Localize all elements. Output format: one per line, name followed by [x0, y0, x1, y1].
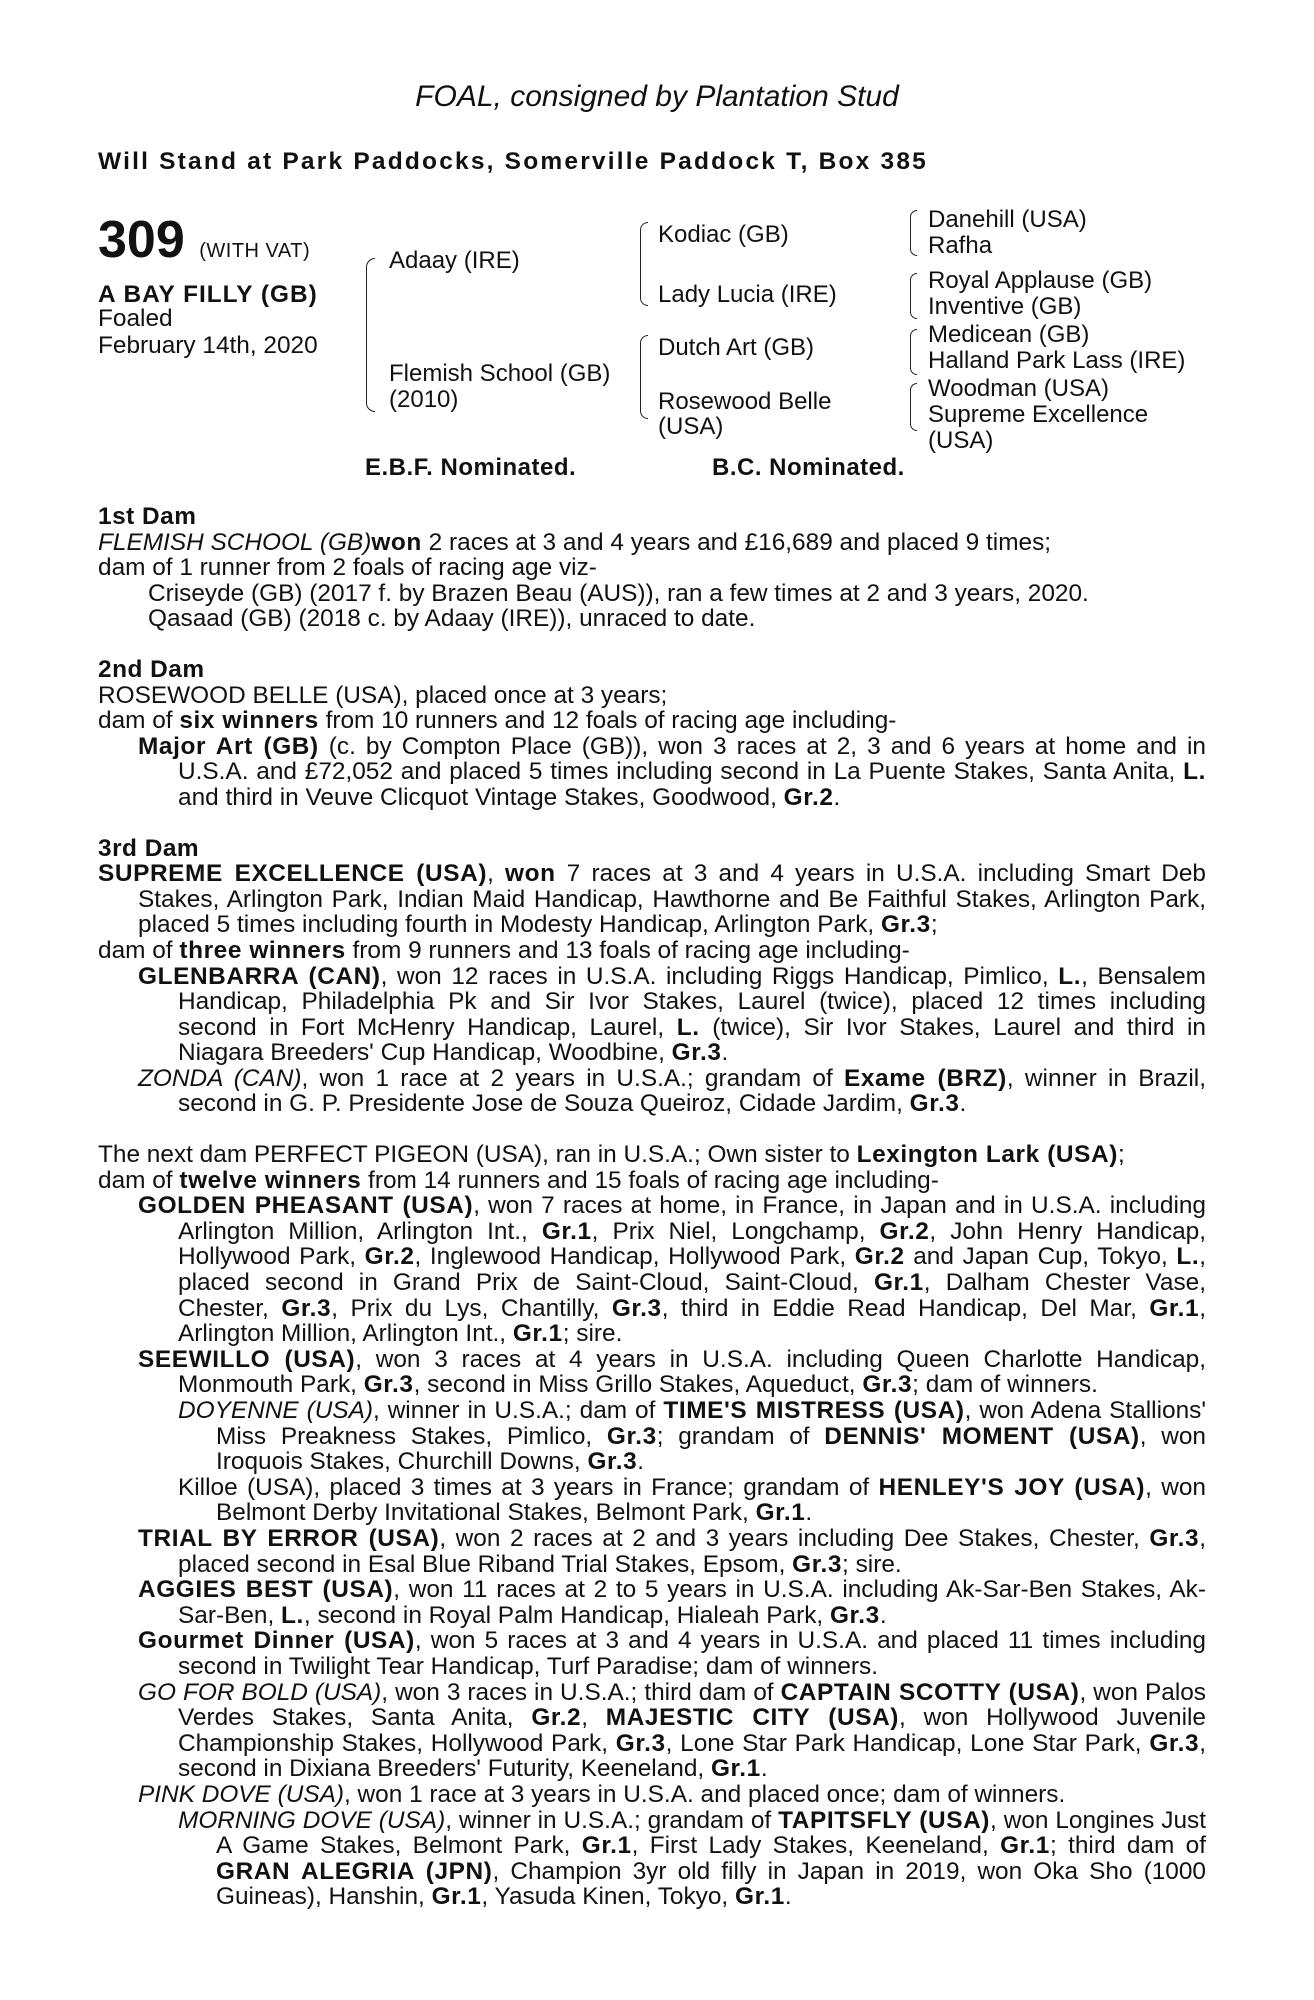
produce-criseyde: Criseyde (GB) (2017 f. by Brazen Beau (AUS)), ran a few times at 2 and 3 years, 2020. [148, 579, 1089, 607]
text: , [487, 860, 505, 888]
text: , won 3 races at 4 years in U.S.A. including Queen Charlotte Handicap, Monmouth Park, [178, 1345, 1206, 1399]
grade: Gr.3 [1149, 1729, 1200, 1757]
horse-name-bold: Gourmet Dinner (USA) [138, 1627, 415, 1655]
text: , second in Dixiana Breeders' Futurity, Keeneland, [178, 1729, 1206, 1783]
produce-zonda [98, 1066, 1206, 1117]
text: , won Adena Stallions' Miss Preakness Stakes, Pimlico, [216, 1397, 1206, 1450]
grade: Gr.3 [611, 1294, 662, 1322]
pedigree-dam-year: (2010) [389, 386, 459, 413]
text: ; sire. [562, 1320, 623, 1348]
winners-count: twelve winners [179, 1166, 362, 1194]
next-dam-record [98, 1142, 1206, 1168]
horse-name-bold: Major Art (GB) [138, 732, 319, 760]
text: , Lone Star Park Handicap, Lone Star Park, [665, 1729, 1150, 1757]
text: , won 3 races in U.S.A.; third dam of [381, 1678, 781, 1706]
text: , placed second in Grand Prix de Saint-Cloud, Saint-Cloud, [178, 1243, 1207, 1297]
pedigree-g3-8-country: (USA) [928, 427, 994, 454]
text: ; [930, 911, 938, 939]
pedigree-sire-sire: Kodiac (GB) [658, 221, 789, 248]
text: , won 1 race at 3 years in U.S.A. and placed once; dam of winners. [344, 1780, 1066, 1808]
text: . [784, 1883, 792, 1911]
third-dam-produce [98, 938, 1206, 964]
text: , placed second in Esal Blue Riband Trial Stakes, Epsom, [178, 1524, 1206, 1578]
produce-golden-pheasant [98, 1193, 1206, 1347]
text: , won 5 races at 3 and 4 years in U.S.A. and placed 11 times including second in Twilight Tear Handicap, Turf Paradise; dam of winners. [178, 1627, 1206, 1680]
stand-location: Will Stand at Park Paddocks, Somerville Paddock T, Box 385 [98, 148, 928, 175]
horse-name-bold: GOLDEN PHEASANT (USA) [138, 1192, 474, 1220]
text: dam of [98, 707, 180, 735]
horse-name-bold: GLENBARRA (CAN) [138, 962, 381, 990]
grade: Gr.2 [783, 783, 834, 811]
horse-name-italic: MORNING DOVE (USA) [178, 1806, 446, 1834]
horse-name-bold: MAJESTIC CITY (USA) [605, 1704, 900, 1732]
produce-trial-by-error [98, 1526, 1206, 1577]
text: , winner in U.S.A.; dam of [372, 1397, 664, 1424]
bracket-gen2-sire [640, 222, 648, 306]
text: , second in Miss Grillo Stakes, Aqueduct, [413, 1371, 863, 1399]
grade: Gr.3 [615, 1729, 666, 1757]
text: , won Iroquois Stakes, Churchill Downs, [216, 1422, 1206, 1476]
grade: Gr.3 [281, 1294, 332, 1322]
pedigree-sire: Adaay (IRE) [389, 247, 520, 274]
grade: Gr.1 [1149, 1294, 1200, 1322]
text: , winner in Brazil, second in G. P. Presidente Jose de Souza Queiroz, Cidade Jardim, [178, 1064, 1206, 1118]
text: , Prix du Lys, Chantilly, [331, 1294, 612, 1322]
text: , Champion 3yr old filly in Japan in 2019, won Oka Sho (1000 Guineas), Hanshin, [216, 1857, 1206, 1911]
lot-number [98, 211, 311, 277]
grade: L. [281, 1601, 304, 1629]
pedigree-sire-dam: Lady Lucia (IRE) [658, 281, 837, 308]
grade: Gr.1 [512, 1320, 563, 1348]
text: Killoe (USA), placed 3 times at 3 years in France; grandam of [178, 1473, 879, 1501]
produce-morning-dove [98, 1808, 1206, 1910]
horse-name-bold: HENLEY'S JOY (USA) [878, 1473, 1146, 1501]
horse-name-bold: SEEWILLO (USA) [138, 1345, 356, 1373]
bracket-gen1 [366, 258, 375, 412]
record-text: 2 races at 3 and 4 years and £16,689 and placed 9 times; [421, 528, 1052, 556]
pedigree-g3-6: Halland Park Lass (IRE) [928, 347, 1186, 374]
lot-number-value: 309 [98, 211, 185, 269]
text: . [879, 1601, 887, 1629]
second-dam-record: ROSEWOOD BELLE (USA), placed once at 3 years; [98, 681, 668, 709]
bracket-gen3-3 [910, 329, 917, 375]
grade: Gr.3 [862, 1371, 913, 1399]
bracket-gen3-2 [910, 273, 917, 319]
horse-name-bold: CAPTAIN SCOTTY (USA) [780, 1678, 1080, 1706]
text: , First Lady Stakes, Keeneland, [631, 1832, 1001, 1860]
text: (c. by Compton Place (GB)), won 3 races at 2, 3 and 6 years at home and in U.S.A. and £72,052 and placed 5 times including second in La Puente Stakes, Santa Anita, [178, 732, 1206, 786]
second-dam-produce [98, 708, 1206, 734]
produce-qasaad: Qasaad (GB) (2018 c. by Adaay (IRE)), unraced to date. [148, 605, 756, 633]
pedigree-dam-dam-country: (USA) [658, 413, 724, 440]
pedigree-g3-8: Supreme Excellence [928, 401, 1149, 428]
first-dam-heading: 1st Dam [98, 503, 197, 530]
grade: Gr.3 [587, 1448, 638, 1476]
horse-name-italic: DOYENNE (USA) [178, 1397, 373, 1424]
grade: Gr.1 [735, 1883, 785, 1911]
horse-name-bold: TRIAL BY ERROR (USA) [138, 1524, 440, 1552]
text: , Prix Niel, Longchamp, [591, 1217, 880, 1245]
text: . [805, 1499, 813, 1527]
text: . [833, 783, 841, 811]
text: , won Palos Verdes Stakes, Santa Anita, [178, 1678, 1206, 1732]
horse-name-bold: AGGIES BEST (USA) [138, 1576, 394, 1604]
text: ; dam of winners. [912, 1371, 1098, 1399]
pedigree-g3-1: Danehill (USA) [928, 206, 1087, 233]
grade: Gr.3 [880, 911, 931, 939]
text: ; third dam of [1049, 1832, 1206, 1860]
grade: Gr.1 [710, 1755, 761, 1783]
grade: L. [1058, 962, 1082, 990]
horse-name-bold: Exame (BRZ) [844, 1064, 1007, 1092]
text: dam of [98, 936, 180, 964]
text: ; [1117, 1141, 1125, 1169]
grade: L. [1176, 1243, 1200, 1271]
pedigree-g3-3: Royal Applause (GB) [928, 267, 1153, 294]
produce-doyenne [98, 1398, 1206, 1475]
text: 7 races at 3 and 4 years in U.S.A. including Smart Deb Stakes, Arlington Park, Indian Maid Handicap, Hawthorne and Be Faithful Stakes, Arlington Park, placed 5 times including fourth in Modesty Handicap, Arlington Park, [138, 860, 1206, 939]
grade: Gr.2 [364, 1243, 415, 1271]
grade: Gr.3 [909, 1090, 960, 1118]
produce-pink-dove [98, 1782, 1206, 1808]
pedigree-g3-4: Inventive (GB) [928, 293, 1082, 320]
text: ; sire. [842, 1550, 902, 1578]
second-dam-section [98, 657, 1206, 811]
text: , won Hollywood Juvenile Championship Stakes, Hollywood Park, [178, 1704, 1207, 1757]
text: (twice), Sir Ivor Stakes, Laurel and third in Niagara Breeders' Cup Handicap, Woodbine, [178, 1013, 1206, 1067]
foaled-date: February 14th, 2020 [98, 332, 318, 359]
text: ; grandam of [656, 1422, 825, 1450]
pedigree-g3-5: Medicean (GB) [928, 321, 1090, 348]
horse-name-italic: PINK DOVE (USA) [138, 1780, 344, 1808]
text: from 9 runners and 13 foals of racing age including- [345, 936, 910, 964]
third-dam-section [98, 836, 1206, 1118]
text: , won 7 races at home, in France, in Japan and in U.S.A. including Arlington Million, Arlington Int., [178, 1192, 1206, 1245]
grade: Gr.2 [531, 1704, 582, 1732]
third-dam-record [98, 861, 1206, 938]
dam-name: FLEMISH SCHOOL (GB) [98, 528, 372, 556]
text: , Inglewood Handicap, Hollywood Park, [414, 1243, 855, 1271]
grade: Gr.3 [829, 1601, 880, 1629]
text: from 14 runners and 15 foals of racing age including- [361, 1166, 939, 1194]
first-dam-record [98, 530, 1206, 556]
bracket-gen3-1 [910, 210, 917, 256]
text: , third in Eddie Read Handicap, Del Mar, [661, 1294, 1150, 1322]
horse-name: A BAY FILLY (GB) [98, 281, 318, 308]
text: , second in Royal Palm Handicap, Hialeah Park, [303, 1601, 830, 1629]
catalogue-body [98, 504, 1206, 1910]
produce-gourmet-dinner [98, 1628, 1206, 1679]
grade: Gr.1 [873, 1269, 924, 1297]
grade: L. [676, 1013, 700, 1041]
won-label: won [371, 528, 422, 556]
horse-name-italic: ZONDA (CAN) [138, 1064, 302, 1092]
winners-count: three winners [179, 936, 346, 964]
grade: Gr.1 [581, 1832, 632, 1860]
pedigree-g3-2: Rafha [928, 232, 993, 259]
text: . [760, 1755, 768, 1783]
text: and third in Veuve Clicquot Vintage Stakes, Goodwood, [178, 783, 784, 811]
foaled-label: Foaled [98, 305, 173, 332]
text: , won 11 races at 2 to 5 years in U.S.A. including Ak-Sar-Ben Stakes, Ak-Sar-Ben, [178, 1576, 1206, 1629]
horse-name-bold: DENNIS' MOMENT (USA) [824, 1422, 1140, 1450]
text: from 10 runners and 12 foals of racing age including- [318, 707, 897, 735]
text: , won 2 races at 2 and 3 years including Dee Stakes, Chester, [439, 1524, 1150, 1552]
won-label: won [505, 860, 556, 888]
next-dam-section [98, 1142, 1206, 1910]
text: , Dalham Chester Vase, Chester, [178, 1269, 1206, 1322]
grade: Gr.3 [792, 1550, 843, 1578]
text: , won 1 race at 2 years in U.S.A.; grandam of [301, 1064, 845, 1092]
bc-nominated: B.C. Nominated. [712, 454, 905, 481]
grade: Gr.1 [431, 1883, 482, 1911]
grade: Gr.1 [755, 1499, 806, 1527]
pedigree-dam-sire: Dutch Art (GB) [658, 334, 815, 361]
text: , John Henry Handicap, Hollywood Park, [178, 1217, 1207, 1271]
winners-count: six winners [179, 707, 319, 735]
text: , Bensalem Handicap, Philadelphia Pk and Sir Ivor Stakes, Laurel (twice), placed 12 times including second in Fort McHenry Handicap, Laurel, [178, 962, 1206, 1041]
consignment-line: FOAL, consigned by Plantation Stud [415, 80, 899, 113]
horse-name-bold: GRAN ALEGRIA (JPN) [216, 1857, 493, 1885]
pedigree-dam: Flemish School (GB) [389, 360, 611, 387]
produce-killoe [98, 1475, 1206, 1526]
grade: Gr.3 [1149, 1524, 1200, 1552]
produce-seewillo [98, 1347, 1206, 1398]
bracket-gen2-dam [640, 335, 648, 419]
second-dam-heading: 2nd Dam [98, 655, 205, 683]
text: , Yasuda Kinen, Tokyo, [481, 1883, 735, 1911]
next-dam-produce [98, 1168, 1206, 1194]
text: , winner in U.S.A.; grandam of [445, 1806, 779, 1834]
grade: Gr.1 [1000, 1832, 1050, 1860]
text: The next dam PERFECT PIGEON (USA), ran in U.S.A.; Own sister to [98, 1141, 857, 1169]
grade: Gr.3 [606, 1422, 657, 1450]
pedigree-g3-7: Woodman (USA) [928, 375, 1109, 402]
text: . [721, 1039, 729, 1067]
horse-name-bold: Lexington Lark (USA) [856, 1141, 1118, 1169]
text: and Japan Cup, Tokyo, [904, 1243, 1177, 1271]
text: , [581, 1704, 606, 1732]
vat-label: (WITH VAT) [199, 240, 311, 262]
text: , won Longines Just A Game Stakes, Belmont Park, [216, 1806, 1206, 1860]
horse-name-italic: GO FOR BOLD (USA) [138, 1678, 382, 1706]
grade: Gr.1 [541, 1217, 592, 1245]
grade: Gr.3 [671, 1039, 722, 1067]
ebf-nominated: E.B.F. Nominated. [365, 454, 577, 481]
produce-glenbarra [98, 964, 1206, 1066]
text: dam of [98, 1166, 180, 1194]
horse-name-bold: SUPREME EXCELLENCE (USA) [98, 860, 488, 888]
grade: Gr.3 [363, 1371, 414, 1399]
horse-name-bold: TIME'S MISTRESS (USA) [663, 1397, 965, 1424]
text: , won Belmont Derby Invitational Stakes, Belmont Park, [216, 1473, 1206, 1527]
horse-name-bold: TAPITSFLY (USA) [778, 1806, 991, 1834]
third-dam-heading: 3rd Dam [98, 834, 200, 862]
first-dam-produce: dam of 1 runner from 2 foals of racing age viz- [98, 554, 597, 582]
produce-major-art [98, 734, 1206, 811]
pedigree-dam-dam: Rosewood Belle [658, 388, 832, 415]
text: . [959, 1090, 967, 1118]
grade: Gr.2 [854, 1243, 905, 1271]
text: , Arlington Million, Arlington Int., [178, 1294, 1206, 1348]
grade: L. [1183, 758, 1206, 786]
grade: Gr.2 [879, 1217, 930, 1245]
first-dam-section [98, 504, 1206, 632]
text: . [637, 1448, 645, 1476]
produce-go-for-bold [98, 1680, 1206, 1782]
bracket-gen3-4 [910, 383, 917, 431]
text: , won 12 races in U.S.A. including Riggs Handicap, Pimlico, [380, 962, 1059, 990]
produce-aggies-best [98, 1577, 1206, 1628]
